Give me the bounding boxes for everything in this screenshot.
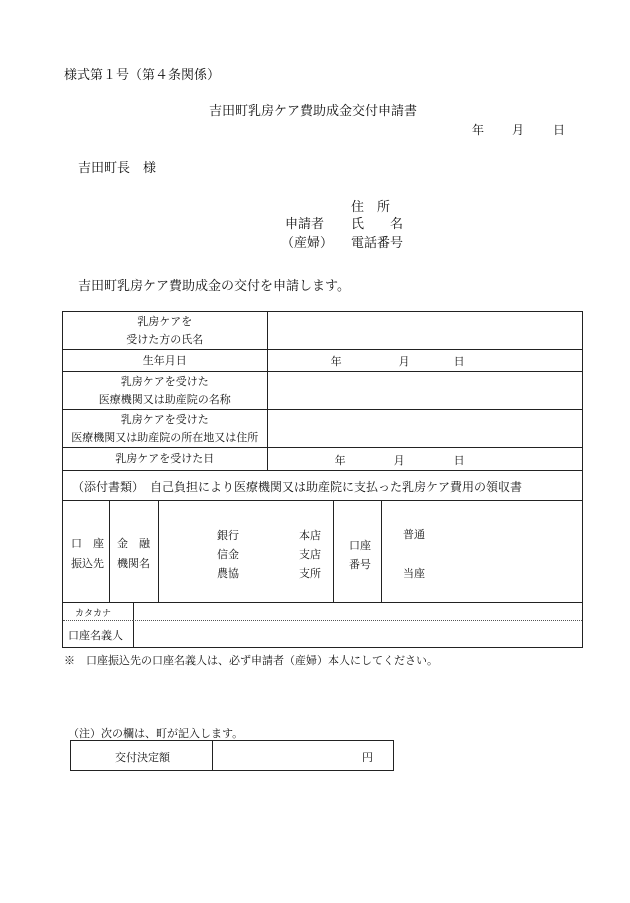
table-row bbox=[63, 312, 583, 350]
attachment-text: 自己負担により医療機関又は助産院に支払った乳房ケア費用の領収書 bbox=[150, 480, 523, 494]
recipient-name-label: 乳房ケアを 受けた方の氏名 bbox=[63, 312, 268, 350]
facility-name-label: 乳房ケアを受けた 医療機関又は助産院の名称 bbox=[63, 372, 268, 410]
date-year-label: 年 bbox=[472, 123, 485, 137]
document-title: 吉田町乳房ケア費助成金交付申請書 bbox=[209, 104, 418, 119]
birthdate-field[interactable]: 年 月 日 bbox=[267, 350, 582, 372]
table-row bbox=[63, 410, 583, 448]
table-row bbox=[63, 448, 583, 471]
account-type-toza[interactable]: 当座 bbox=[403, 567, 425, 580]
role-label: （産婦） bbox=[281, 236, 334, 251]
branch-type-options[interactable]: 本店 支店 支所 bbox=[299, 529, 321, 580]
grant-amount-label: 交付決定額 bbox=[115, 751, 170, 764]
date-month-label: 月 bbox=[512, 123, 525, 137]
care-date-label: 乳房ケアを受けた日 bbox=[63, 448, 268, 471]
applicant-label: 申請者 bbox=[285, 217, 325, 232]
phone-label: 電話番号 bbox=[351, 236, 404, 251]
office-use-note: （注）次の欄は、町が記入します。 bbox=[68, 727, 244, 740]
katakana-label: カタカナ bbox=[75, 609, 112, 619]
address-label: 住 所 bbox=[351, 200, 391, 215]
name-label: 氏 名 bbox=[351, 217, 404, 232]
birthdate-label: 生年月日 bbox=[63, 350, 268, 372]
date-day-label: 日 bbox=[553, 123, 566, 137]
table-row bbox=[63, 372, 583, 410]
attachment-row bbox=[63, 471, 583, 501]
attachment-label: （添付書類） bbox=[72, 480, 145, 494]
account-type-futsu[interactable]: 普通 bbox=[403, 528, 425, 541]
form-number: 様式第１号（第４条関係） bbox=[64, 68, 221, 83]
facility-address-field[interactable] bbox=[267, 410, 582, 448]
request-text: 吉田町乳房ケア費助成金の交付を申請します。 bbox=[78, 279, 350, 294]
office-use-table bbox=[70, 740, 394, 771]
bank-transfer-section bbox=[62, 500, 583, 648]
application-table bbox=[62, 311, 583, 501]
account-number-label: 口座 番号 bbox=[349, 539, 371, 571]
care-date-field[interactable]: 年 月 日 bbox=[267, 448, 582, 471]
facility-name-field[interactable] bbox=[267, 372, 582, 410]
facility-address-label: 乳房ケアを受けた 医療機関又は助産院の所在地又は住所 bbox=[63, 410, 268, 448]
account-holder-label: 口座名義人 bbox=[68, 629, 123, 642]
recipient-name-field[interactable] bbox=[267, 312, 582, 350]
grant-amount-unit: 円 bbox=[362, 751, 373, 764]
transfer-label: 口 座 振込先 bbox=[71, 537, 104, 570]
table-row bbox=[63, 471, 583, 501]
table-row bbox=[63, 350, 583, 372]
account-holder-notice: ※ 口座振込先の口座名義人は、必ず申請者（産婦）本人にしてください。 bbox=[64, 654, 438, 667]
institution-type-options[interactable]: 銀行 信金 農協 bbox=[217, 529, 239, 580]
addressee: 吉田町長 様 bbox=[78, 161, 157, 176]
institution-label: 金 融 機関名 bbox=[117, 537, 150, 570]
